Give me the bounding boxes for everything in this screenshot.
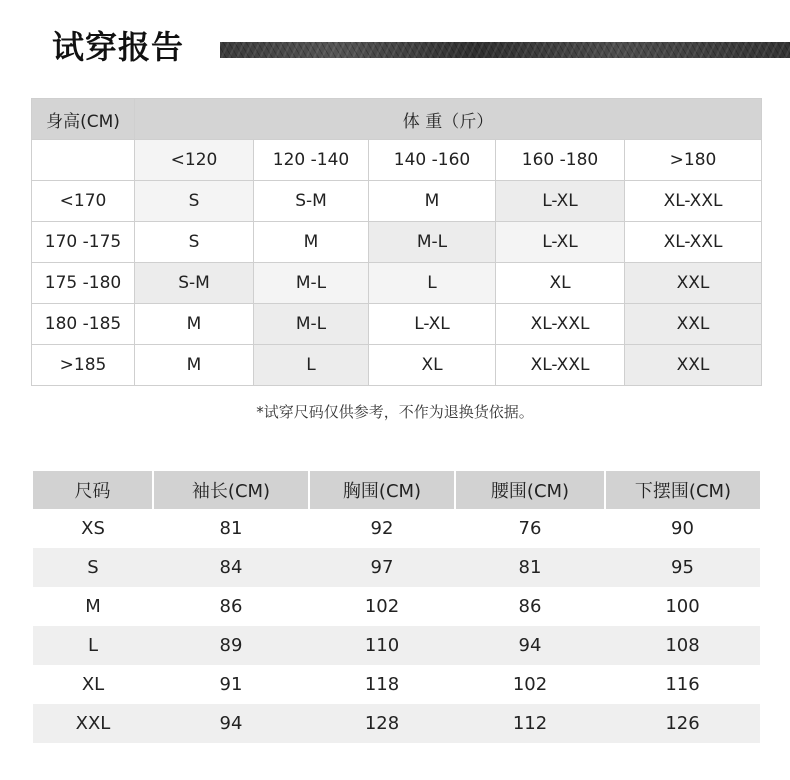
size-column-header: 尺码 bbox=[33, 471, 153, 509]
decorative-stone-bar bbox=[220, 42, 790, 58]
measure-cell: 95 bbox=[605, 548, 760, 587]
fit-row bbox=[32, 304, 762, 345]
measure-cell: 126 bbox=[605, 704, 760, 743]
disclaimer-note: *试穿尺码仅供参考，不作为退换货依据。 bbox=[256, 403, 534, 421]
measure-cell: 116 bbox=[605, 665, 760, 704]
measure-cell: 84 bbox=[153, 548, 309, 587]
measure-cell: 89 bbox=[153, 626, 309, 665]
size-cell: M-L bbox=[369, 222, 496, 263]
size-label-cell: XL bbox=[33, 665, 153, 704]
measure-cell: 97 bbox=[309, 548, 455, 587]
height-cell: 175 -180 bbox=[32, 263, 135, 304]
size-cell: XXL bbox=[625, 345, 762, 386]
size-cell: M bbox=[369, 181, 496, 222]
size-cell: XL-XXL bbox=[496, 345, 625, 386]
measure-cell: 100 bbox=[605, 587, 760, 626]
page-title: 试穿报告 bbox=[52, 28, 185, 66]
fit-header-row bbox=[32, 99, 762, 140]
weight-range-cell: <120 bbox=[135, 140, 254, 181]
measure-cell: 76 bbox=[455, 509, 605, 548]
fit-report-table bbox=[31, 98, 762, 386]
measure-cell: 86 bbox=[153, 587, 309, 626]
size-cell: XXL bbox=[625, 263, 762, 304]
measure-cell: 108 bbox=[605, 626, 760, 665]
size-row bbox=[33, 587, 760, 626]
measure-cell: 110 bbox=[309, 626, 455, 665]
measure-cell: 102 bbox=[309, 587, 455, 626]
fit-row bbox=[32, 222, 762, 263]
size-cell: XL-XXL bbox=[625, 222, 762, 263]
measure-cell: 81 bbox=[153, 509, 309, 548]
measure-cell: 118 bbox=[309, 665, 455, 704]
measure-cell: 112 bbox=[455, 704, 605, 743]
size-row bbox=[33, 548, 760, 587]
measure-cell: 91 bbox=[153, 665, 309, 704]
weight-range-cell: 120 -140 bbox=[254, 140, 369, 181]
height-cell: >185 bbox=[32, 345, 135, 386]
size-cell: XL-XXL bbox=[496, 304, 625, 345]
size-label-cell: S bbox=[33, 548, 153, 587]
size-cell: L bbox=[254, 345, 369, 386]
size-cell: M-L bbox=[254, 263, 369, 304]
height-cell: 180 -185 bbox=[32, 304, 135, 345]
size-cell: L bbox=[369, 263, 496, 304]
measure-cell: 102 bbox=[455, 665, 605, 704]
size-label-cell: XXL bbox=[33, 704, 153, 743]
size-cell: L-XL bbox=[496, 222, 625, 263]
measure-cell: 81 bbox=[455, 548, 605, 587]
size-cell: M bbox=[135, 304, 254, 345]
measure-cell: 90 bbox=[605, 509, 760, 548]
waist-column-header: 腰围(CM) bbox=[455, 471, 605, 509]
fit-row bbox=[32, 263, 762, 304]
size-label-cell: XS bbox=[33, 509, 153, 548]
size-header-row bbox=[33, 471, 760, 509]
chest-column-header: 胸围(CM) bbox=[309, 471, 455, 509]
size-cell: S bbox=[135, 181, 254, 222]
size-row bbox=[33, 509, 760, 548]
empty-corner-cell bbox=[32, 140, 135, 181]
size-label-cell: L bbox=[33, 626, 153, 665]
size-cell: M bbox=[135, 345, 254, 386]
size-row bbox=[33, 626, 760, 665]
hem-column-header: 下摆围(CM) bbox=[605, 471, 760, 509]
fit-row bbox=[32, 181, 762, 222]
size-cell: M bbox=[254, 222, 369, 263]
size-cell: XXL bbox=[625, 304, 762, 345]
size-cell: S-M bbox=[135, 263, 254, 304]
measure-cell: 86 bbox=[455, 587, 605, 626]
weight-range-cell: >180 bbox=[625, 140, 762, 181]
size-cell: L-XL bbox=[369, 304, 496, 345]
size-cell: XL bbox=[496, 263, 625, 304]
size-label-cell: M bbox=[33, 587, 153, 626]
height-cell: 170 -175 bbox=[32, 222, 135, 263]
measure-cell: 94 bbox=[153, 704, 309, 743]
size-chart-table bbox=[33, 471, 760, 743]
height-column-header: 身高(CM) bbox=[32, 99, 135, 140]
weight-column-header: 体 重（斤） bbox=[135, 99, 762, 140]
size-cell: M-L bbox=[254, 304, 369, 345]
measure-cell: 92 bbox=[309, 509, 455, 548]
weight-range-cell: 160 -180 bbox=[496, 140, 625, 181]
measure-cell: 128 bbox=[309, 704, 455, 743]
size-row bbox=[33, 704, 760, 743]
height-cell: <170 bbox=[32, 181, 135, 222]
size-cell: S-M bbox=[254, 181, 369, 222]
fit-row bbox=[32, 345, 762, 386]
size-cell: S bbox=[135, 222, 254, 263]
sleeve-column-header: 袖长(CM) bbox=[153, 471, 309, 509]
weight-range-row bbox=[32, 140, 762, 181]
weight-range-cell: 140 -160 bbox=[369, 140, 496, 181]
size-cell: L-XL bbox=[496, 181, 625, 222]
size-cell: XL bbox=[369, 345, 496, 386]
size-cell: XL-XXL bbox=[625, 181, 762, 222]
size-row bbox=[33, 665, 760, 704]
measure-cell: 94 bbox=[455, 626, 605, 665]
